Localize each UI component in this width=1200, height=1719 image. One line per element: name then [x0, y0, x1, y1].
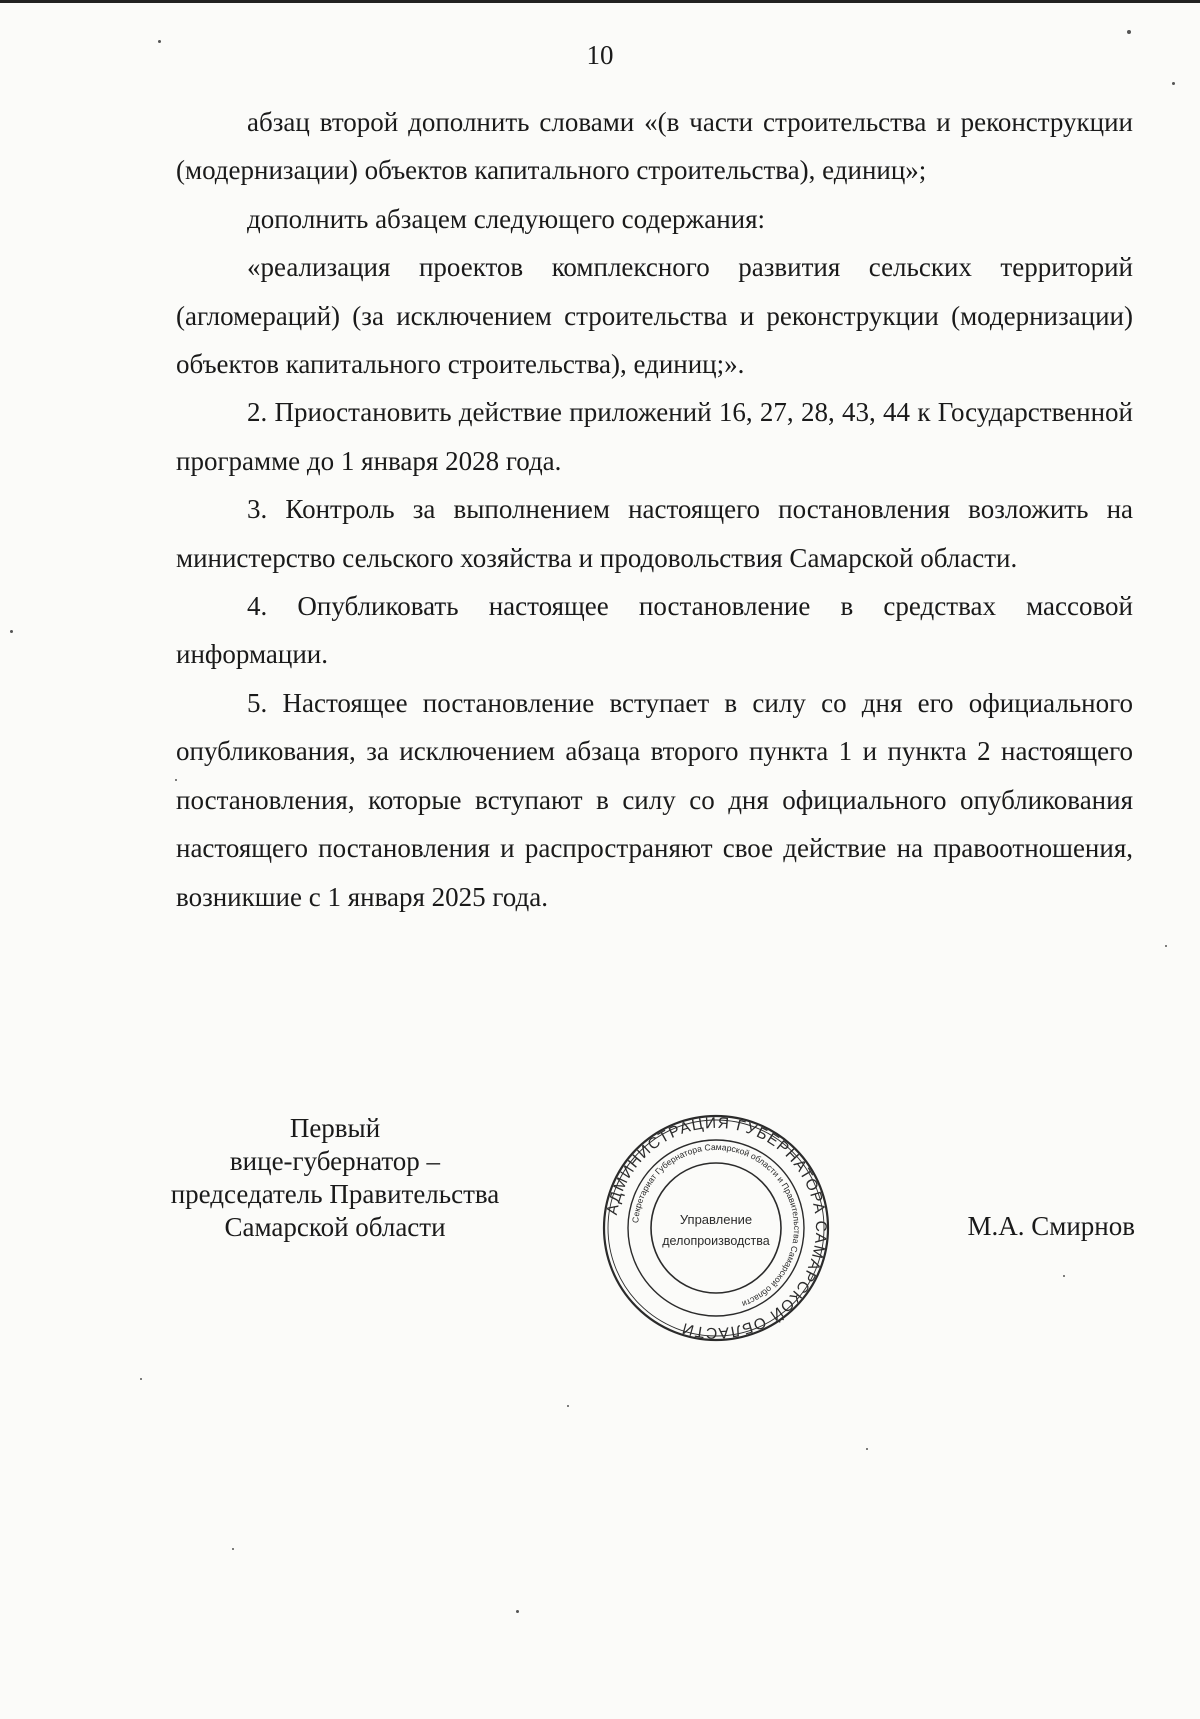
scan-speck	[232, 1548, 234, 1550]
scan-speck	[1172, 82, 1175, 85]
paragraph-1: абзац второй дополнить словами «(в части строительства и реконструкции (модернизации) объектов капитального строительства), единиц»;	[176, 107, 1133, 186]
scan-speck	[158, 40, 161, 43]
scan-speck	[175, 779, 177, 781]
scan-speck	[1165, 945, 1167, 947]
signatory-position-line: Первый	[289, 1113, 381, 1143]
signatory-position-line: вице-губернатор –	[229, 1146, 441, 1176]
scan-speck	[866, 1448, 868, 1450]
page-number: 10	[586, 40, 614, 70]
paragraph-clause-4: 4. Опубликовать настоящее постановление в средствах массовой информации.	[176, 591, 1133, 670]
paragraph-3: «реализация проектов комплексного развития сельских территорий (агломераций) (за исключением строительства и реконструкции (модернизации) объектов капитального строительства), единиц;».	[176, 252, 1133, 380]
official-seal-stamp	[600, 1112, 832, 1344]
seal-icon	[600, 1112, 832, 1344]
signatory-position-line: председатель Правительства	[170, 1179, 500, 1209]
body-text	[176, 98, 1133, 921]
signatory-name: М.А. Смирнов	[967, 1211, 1135, 1241]
svg-text:Секретариат Губернатора Самарс: Секретариат Губернатора Самарской области и Правительства Самарской области	[630, 1141, 803, 1310]
paragraph-clause-2: 2. Приостановить действие приложений 16, 27, 28, 43, 44 к Государственной программе до 1 января 2028 года.	[176, 397, 1133, 476]
scan-speck	[10, 630, 13, 633]
paragraph-clause-3: 3. Контроль за выполнением настоящего постановления возложить на министерство сельского хозяйства и продовольствия Самарской области.	[176, 494, 1133, 573]
svg-text:Управление: Управление	[679, 1212, 753, 1227]
scan-speck	[1063, 1275, 1065, 1277]
signatory-position	[130, 1112, 540, 1244]
top-edge-rule	[0, 0, 1200, 3]
svg-text:АДМИНИСТРАЦИЯ ГУБЕРНАТОРА САМА: АДМИНИСТРАЦИЯ ГУБЕРНАТОРА САМАРСКОЙ ОБЛАСТИ	[603, 1114, 830, 1342]
scan-speck	[516, 1610, 519, 1613]
svg-text:делопроизводства: делопроизводства	[662, 1234, 770, 1248]
paragraph-2: дополнить абзацем следующего содержания:	[247, 203, 766, 234]
paragraph-clause-5: 5. Настоящее постановление вступает в силу со дня его официального опубликования, за исключением абзаца второго пункта 1 и пункта 2 настоящего постановления, которые вступают в силу со дня официального опубликования настоящего постановления и распространяют свое действие на правоотношения, возникшие с 1 января 2025 года.	[176, 687, 1133, 912]
scan-speck	[567, 1405, 569, 1407]
signatory-position-line: Самарской области	[224, 1212, 446, 1242]
scan-speck	[140, 1378, 142, 1380]
scan-speck	[1127, 30, 1131, 34]
